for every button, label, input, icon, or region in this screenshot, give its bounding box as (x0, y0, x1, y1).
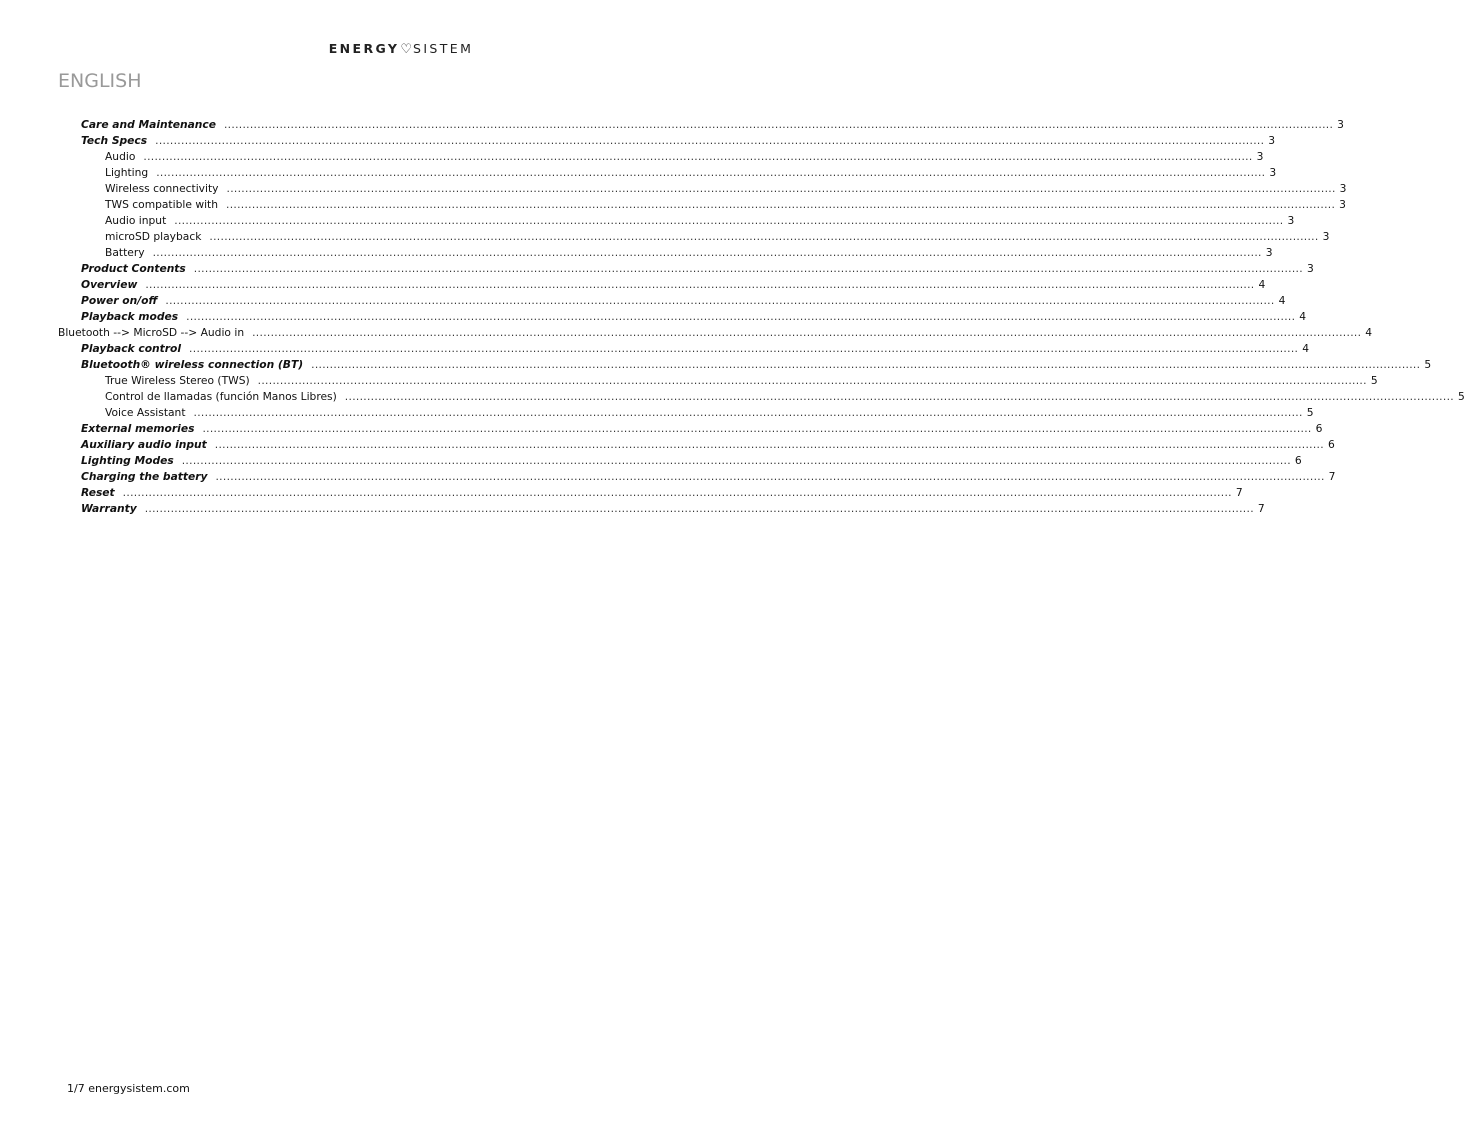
toc-entry-page: 5 (1370, 374, 1378, 387)
toc-entry-page: 3 (1265, 246, 1273, 259)
language-heading: ENGLISH (58, 70, 142, 92)
toc-leader-dots: ............................................................................................................................................................................................................................................................................................................ (226, 198, 1336, 211)
toc-entry-page: 5 (1424, 358, 1432, 371)
toc-entry-title: Product Contents (81, 262, 186, 275)
toc-entry[interactable] (81, 438, 1335, 454)
toc-entry[interactable] (58, 326, 1373, 342)
toc-leader-dots: ............................................................................................................................................................................................................................................................................................................ (215, 470, 1325, 483)
toc-entry-page: 3 (1337, 118, 1344, 131)
toc-entry-page: 4 (1365, 326, 1373, 339)
toc-leader-dots: ............................................................................................................................................................................................................................................................................................................ (186, 310, 1296, 323)
toc-entry-title: Audio input (105, 214, 167, 227)
toc-entry-page: 3 (1339, 182, 1347, 195)
toc-entry[interactable] (81, 294, 1286, 310)
heart-check-icon: ♡ (400, 42, 412, 57)
toc-leader-dots: ............................................................................................................................................................................................................................................................................................................ (165, 294, 1275, 307)
toc-leader-dots: ............................................................................................................................................................................................................................................................................................................ (226, 182, 1336, 195)
toc-leader-dots: ............................................................................................................................................................................................................................................................................................................ (202, 422, 1312, 435)
toc-entry[interactable] (81, 470, 1336, 486)
toc-entry-title: Lighting Modes (81, 454, 174, 467)
toc-entry-page: 7 (1328, 470, 1336, 483)
toc-entry[interactable] (105, 166, 1277, 182)
toc-entry-page: 3 (1322, 230, 1330, 243)
toc-entry-title: Playback control (81, 342, 182, 355)
toc-entry[interactable] (105, 390, 1465, 406)
toc-entry-title: External memories (81, 422, 195, 435)
toc-entry-page: 7 (1257, 502, 1265, 515)
toc-entry-page: 3 (1256, 150, 1264, 163)
toc-entry[interactable] (81, 342, 1310, 358)
toc-entry-title: Bluetooth® wireless connection (BT) (81, 358, 304, 371)
toc-entry-title: Bluetooth --> MicroSD --> Audio in (58, 326, 245, 339)
toc-entry-page: 6 (1327, 438, 1335, 451)
toc-entry[interactable] (81, 134, 1276, 150)
toc-leader-dots: ............................................................................................................................................................................................................................................................................................................ (189, 342, 1299, 355)
toc-entry-page: 3 (1269, 166, 1277, 179)
toc-entry-title: Audio (105, 150, 136, 163)
toc-entry-title: Power on/off (81, 294, 158, 307)
toc-entry[interactable] (81, 502, 1265, 518)
toc-leader-dots: ............................................................................................................................................................................................................................................................................................................ (155, 134, 1265, 147)
toc-entry-page: 4 (1302, 342, 1310, 355)
toc-leader-dots: ............................................................................................................................................................................................................................................................................................................ (257, 374, 1367, 387)
toc-entry-title: Warranty (81, 502, 137, 515)
toc-entry-page: 6 (1294, 454, 1302, 467)
toc-entry-title: Wireless connectivity (105, 182, 219, 195)
toc-entry[interactable] (81, 278, 1266, 294)
toc-entry[interactable] (105, 214, 1295, 230)
toc-entry[interactable] (81, 486, 1243, 502)
toc-entry-title: True Wireless Stereo (TWS) (105, 374, 250, 387)
toc-entry[interactable] (105, 150, 1264, 166)
toc-leader-dots: ............................................................................................................................................................................................................................................................................................................ (122, 486, 1232, 499)
toc-entry-title: Control de llamadas (función Manos Libres) (105, 390, 337, 403)
toc-leader-dots: ............................................................................................................................................................................................................................................................................................................ (144, 502, 1254, 515)
toc-entry[interactable] (81, 454, 1302, 470)
toc-entry-title: Tech Specs (81, 134, 148, 147)
toc-entry-page: 4 (1299, 310, 1307, 323)
toc-entry-page: 7 (1235, 486, 1243, 499)
toc-entry[interactable] (105, 182, 1347, 198)
toc-entry-title: Lighting (105, 166, 149, 179)
toc-entry[interactable] (81, 310, 1307, 326)
toc-leader-dots: ............................................................................................................................................................................................................................................................................................................ (181, 454, 1291, 467)
toc-entry-page: 4 (1258, 278, 1266, 291)
toc-entry[interactable] (105, 230, 1330, 246)
toc-leader-dots: ............................................................................................................................................................................................................................................................................................................ (209, 230, 1319, 243)
toc-entry-page: 4 (1278, 294, 1286, 307)
toc-entry[interactable] (81, 358, 1432, 374)
toc-entry-page: 3 (1268, 134, 1276, 147)
page-footer: 1/7 energysistem.com (67, 1082, 190, 1095)
toc-leader-dots: ............................................................................................................................................................................................................................................................................................................ (143, 150, 1253, 163)
toc-entry-title: TWS compatible with (105, 198, 218, 211)
toc-leader-dots: ............................................................................................................................................................................................................................................................................................................ (214, 438, 1324, 451)
toc-entry-page: 3 (1339, 198, 1346, 211)
toc-entry-title: Auxiliary audio input (81, 438, 207, 451)
toc-entry[interactable] (105, 198, 1346, 214)
toc-leader-dots: ............................................................................................................................................................................................................................................................................................................ (152, 246, 1262, 259)
toc-entry-title: Overview (81, 278, 138, 291)
toc-leader-dots: ............................................................................................................................................................................................................................................................................................................ (156, 166, 1266, 179)
brand-logo (0, 41, 802, 57)
toc-entry-title: Care and Maintenance (81, 118, 216, 131)
toc-leader-dots: ............................................................................................................................................................................................................................................................................................................ (193, 262, 1303, 275)
toc-entry-title: Voice Assistant (105, 406, 186, 419)
toc-leader-dots: ............................................................................................................................................................................................................................................................................................................ (174, 214, 1284, 227)
toc-entry-page: 3 (1306, 262, 1314, 275)
toc-entry-title: Playback modes (81, 310, 179, 323)
toc-entry-title: Reset (81, 486, 115, 499)
toc-entry-page: 5 (1306, 406, 1314, 419)
toc-entry-title: Charging the battery (81, 470, 208, 483)
toc-leader-dots: ............................................................................................................................................................................................................................................................................................................ (252, 326, 1362, 339)
toc-leader-dots: ............................................................................................................................................................................................................................................................................................................ (223, 118, 1334, 131)
toc-entry-page: 5 (1457, 390, 1465, 403)
toc-leader-dots: ............................................................................................................................................................................................................................................................................................................ (311, 358, 1421, 371)
logo-text-left: ENERGY (328, 41, 400, 56)
toc-entry[interactable] (105, 406, 1314, 422)
toc-entry-page: 3 (1287, 214, 1295, 227)
toc-entry[interactable] (81, 422, 1323, 438)
toc-leader-dots: ............................................................................................................................................................................................................................................................................................................ (145, 278, 1255, 291)
toc-entry[interactable] (105, 246, 1273, 262)
toc-entry-page: 6 (1315, 422, 1323, 435)
toc-entry[interactable] (105, 374, 1378, 390)
toc-leader-dots: ............................................................................................................................................................................................................................................................................................................ (193, 406, 1303, 419)
toc-entry-title: microSD playback (105, 230, 202, 243)
toc-leader-dots: ............................................................................................................................................................................................................................................................................................................ (344, 390, 1454, 403)
toc-entry[interactable] (81, 118, 1344, 134)
toc-entry-title: Battery (105, 246, 145, 259)
toc-entry[interactable] (81, 262, 1314, 278)
logo-text-right: SISTEM (412, 41, 474, 56)
